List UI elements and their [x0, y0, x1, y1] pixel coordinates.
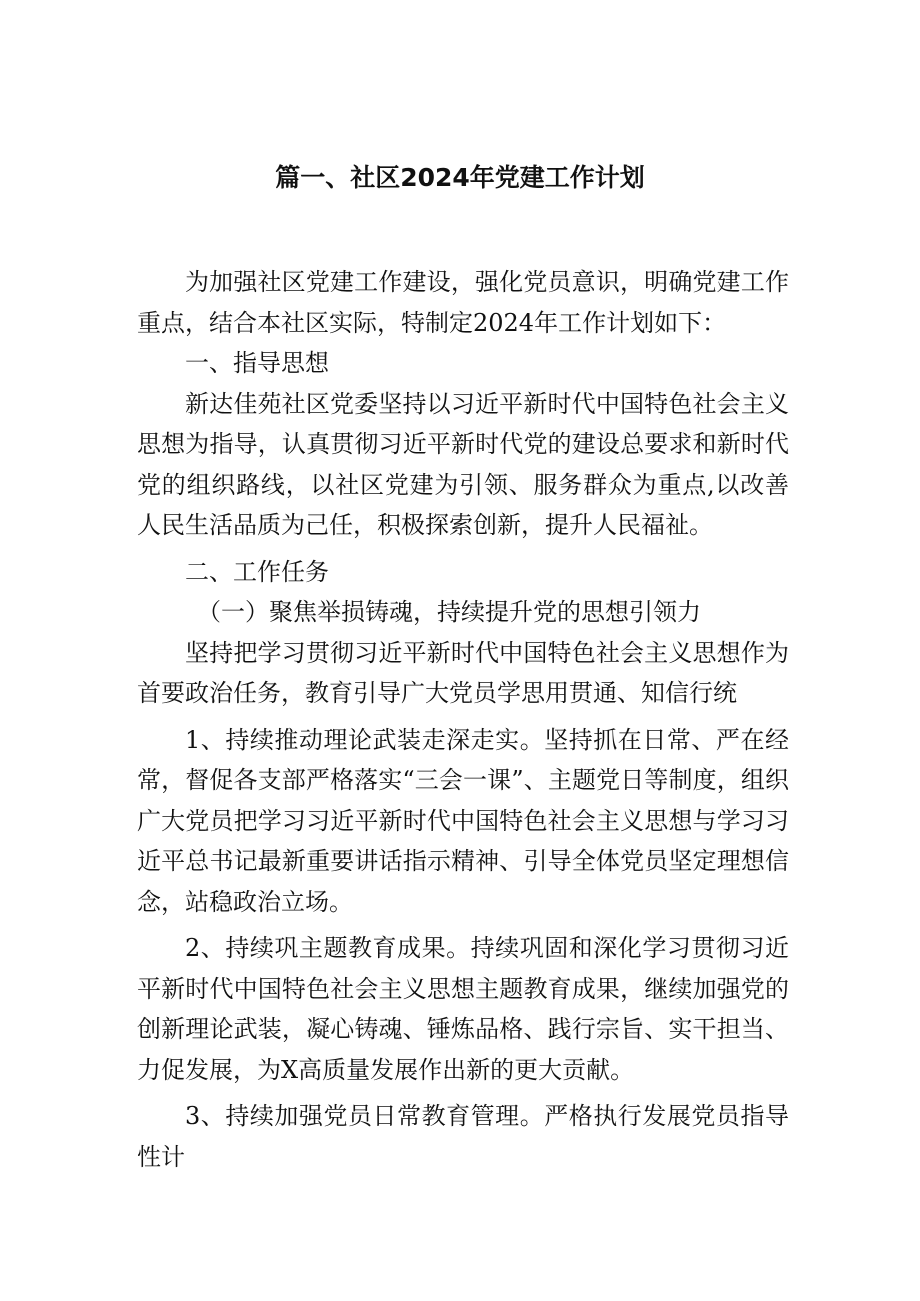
subsection-1-paragraph: 坚持把学习贯彻习近平新时代中国特色社会主义思想作为首要政治任务，教育引导广大党员学思用贯通、知信行统: [137, 638, 789, 707]
section-heading-work-tasks: 二、工作任务: [185, 557, 329, 586]
item-3-paragraph: 3、持续加强党员日常教育管理。严格执行发展党员指导性计: [137, 1102, 789, 1171]
guiding-thought-paragraph: 新达佳苑社区党委坚持以习近平新时代中国特色社会主义思想为指导，认真贯彻习近平新时代党的建设总要求和新时代党的组织路线，以社区党建为引领、服务群众为重点,以改善人民生活品质为己任，积极探索创新，提升人民福祉。: [137, 389, 789, 539]
document-body: [137, 262, 789, 1177]
intro-paragraph: 为加强社区党建工作建设，强化党员意识，明确党建工作重点，结合本社区实际，特制定2024年工作计划如下：: [137, 268, 789, 337]
subsection-heading-1: （一）聚焦举损铸魂，持续提升党的思想引领力: [197, 598, 701, 626]
item-2-paragraph: 2、持续巩主题教育成果。持续巩固和深化学习贯彻习近平新时代中国特色社会主义思想主题教育成果，继续加强党的创新理论武装，凝心铸魂、锤炼品格、践行宗旨、实干担当、力促发展，为X高质量发展作出新的更大贡献。: [137, 934, 789, 1084]
document-title: 篇一、社区2024年党建工作计划: [275, 163, 645, 192]
section-heading-guiding-thought: 一、指导思想: [185, 349, 329, 377]
item-1-paragraph: 1、持续推动理论武装走深走实。坚持抓在日常、严在经常，督促各支部严格落实“三会一课”、主题党日等制度，组织广大党员把学习习近平新时代中国特色社会主义思想与学习习近平总书记最新重要讲话指示精神、引导全体党员坚定理想信念，站稳政治立场。: [137, 725, 789, 916]
